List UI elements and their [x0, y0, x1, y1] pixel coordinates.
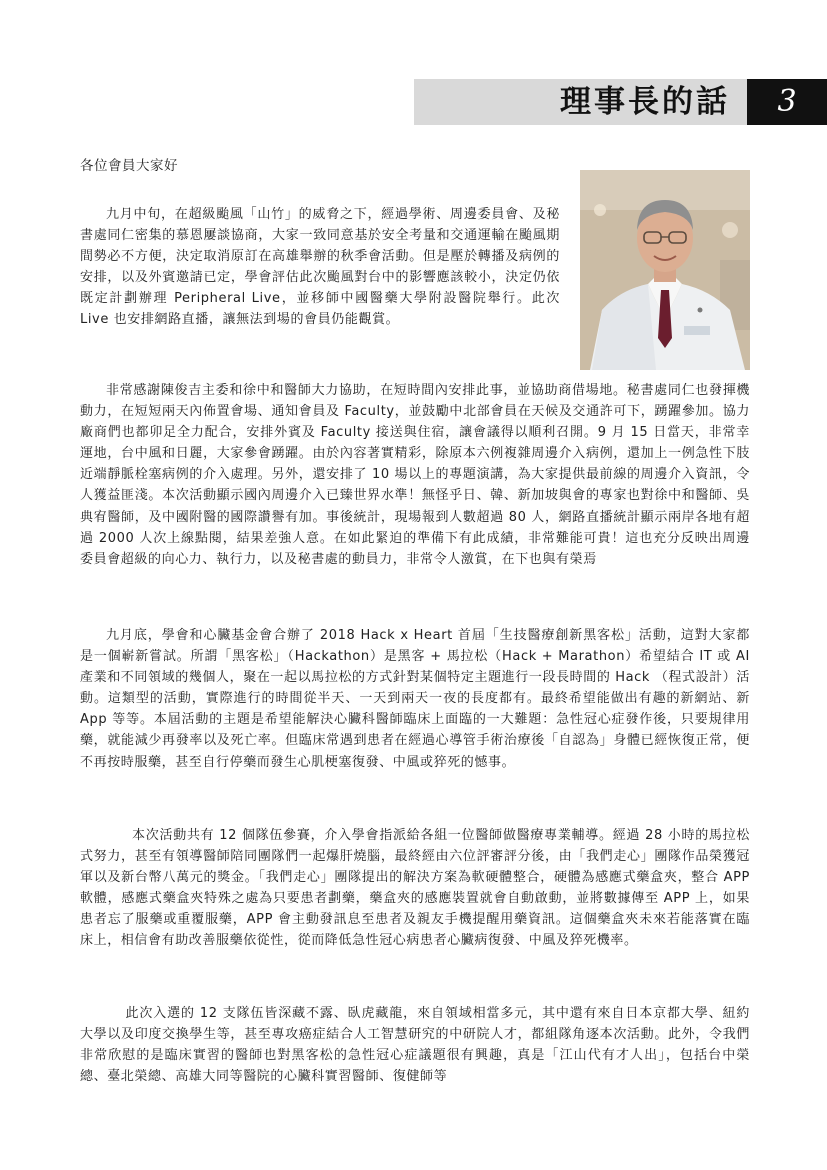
paragraph-3: 九月底，學會和心臟基金會合辦了 2018 Hack x Heart 首屆「生技醫療創新黑客松」活動，這對大家都是一個嶄新嘗試。所謂「黑客松」（Hackathon）是黑客 + 馬拉松（Hack + Marathon）希望結合 IT 或 AI 產業和不同領域的幾個人，聚在一起以馬拉松的方式針對某個特定主題進行一段長時間的 Hack （程式設計）活動。這類型的活動，實際進行的時間從半天、一天到兩天一夜的長度都有。最終希望能做出有趣的新網站、新 App 等等。本屆活動的主題是希望能解決心臟科醫師臨床上面臨的一大難題：急性冠心症發作後，只要規律用藥，就能減少再發率以及死亡率。但臨床常遇到患者在經過心導管手術治療後「自認為」身體已經恢復正常，便不再按時服藥，甚至自行停藥而發生心肌梗塞復發、中風或猝死的憾事。: [80, 628, 750, 770]
paragraph-5: 此次入選的 12 支隊伍皆深藏不露、臥虎藏龍，來自領域相當多元，其中還有來自日本京都大學、紐約大學以及印度交換學生等，甚至專攻癌症結合人工智慧研究的中研院人才，都組隊角逐本次活動。此外，令我們非常欣慰的是臨床實習的醫師也對黑客松的急性冠心症議題很有興趣，真是「江山代有才人出」，包括台中榮總、臺北榮總、高雄大同等醫院的心臟科實習醫師、復健師等: [80, 1006, 750, 1085]
paragraph-1: 九月中旬，在超級颱風「山竹」的威脅之下，經過學術、周邊委員會、及秘書處同仁密集的慕恩屢談協商，大家一致同意基於安全考量和交通運輸在颱風期間勢必不方便，決定取消原訂在高雄舉辦的秋季會活動。但是壓於轉播及病例的安排，以及外賓邀請已定，學會評估此次颱風對台中的影響應該較小，決定仍依既定計劃辦理 Peripheral Live，並移師中國醫藥大學附設醫院舉行。此次 Live 也安排網路直播，讓無法到場的會員仍能觀賞。: [80, 207, 560, 328]
page-number: 3: [747, 79, 827, 125]
greeting: 各位會員大家好: [80, 158, 178, 174]
portrait-icon: [580, 170, 750, 370]
portrait-photo: [580, 170, 750, 370]
page-title: 理事長的話: [560, 84, 730, 120]
paragraph-4: 本次活動共有 12 個隊伍參賽，介入學會指派給各組一位醫師做醫療專業輔導。經過 28 小時的馬拉松式努力，甚至有領導醫師陪同團隊們一起爆肝燒腦，最終經由六位評審評分後，由「我們走心」團隊作品榮獲冠軍以及新台幣八萬元的獎金。「我們走心」團隊提出的解決方案為軟硬體整合，硬體為感應式藥盒夾，整合 APP 軟體，感應式藥盒夾特殊之處為只要患者劃藥，藥盒夾的感應裝置就會自動啟動，並將數據傳至 APP 上，如果患者忘了服藥或重覆服藥，APP 會主動發訊息至患者及親友手機提醒用藥資訊。這個藥盒夾未來若能落實在臨床上，相信會有助改善服藥依從性，從而降低急性冠心病患者心臟病復發、中風及猝死機率。: [80, 828, 750, 949]
paragraph-2: 非常感謝陳俊吉主委和徐中和醫師大力協助，在短時間內安排此事，並協助商借場地。秘書處同仁也發揮機動力，在短短兩天內佈置會場、通知會員及 Faculty，並鼓勵中北部會員在天候及交通許可下，踴躍參加。協力廠商們也都卯足全力配合，安排外賓及 Faculty 接送與住宿，讓會議得以順利召開。9 月 15 日當天，非常幸運地，台中風和日麗，大家參會踴躍。由於內容著實精彩，除原本六例複雜周邊介入病例，還加上一例急性下肢近端靜脈栓塞病例的介入處理。另外，還安排了 10 場以上的專題演講，為大家提供最前線的周邊介入資訊，令人獲益匪淺。本次活動顯示國內周邊介入已臻世界水準！無怪乎日、韓、新加坡與會的專家也對徐中和醫師、吳典宥醫師，及中國附醫的國際讚譽有加。事後統計，現場報到人數超過 80 人，網路直播統計顯示兩岸各地有超過 2000 人次上線點閱，結果差強人意。在如此緊迫的準備下有此成績，非常難能可貴！這也充分反映出周邊委員會超級的向心力、執行力，以及秘書處的動員力，非常令人激賞，在下也與有榮焉: [80, 383, 750, 567]
